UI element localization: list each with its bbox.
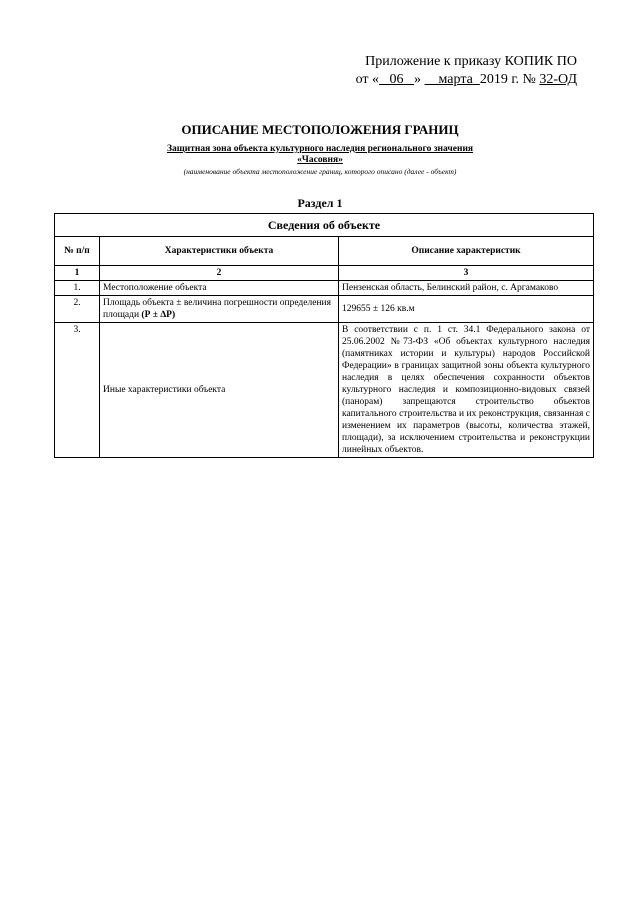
row-characteristic: Площадь объекта ± величина погрешности определения площади (Р ± ∆Р)	[100, 296, 339, 323]
table-row	[55, 323, 594, 458]
header-num: № п/п	[55, 237, 100, 266]
appendix-block	[356, 53, 577, 89]
row-num: 3.	[55, 323, 100, 458]
row-characteristic: Иные характеристики объекта	[100, 323, 339, 458]
table-caption-row	[55, 214, 594, 237]
order-number: 32-ОД	[539, 72, 577, 87]
object-info-table	[54, 213, 594, 458]
area-formula: (Р ± ∆Р)	[141, 310, 176, 320]
section-title: Раздел 1	[297, 196, 343, 210]
row-num: 2.	[55, 296, 100, 323]
table-header-row	[55, 237, 594, 266]
object-name-line1: Защитная зона объекта культурного наследия регионального значения	[166, 144, 474, 154]
appendix-line: Приложение к приказу КОПИК ПО	[365, 54, 577, 69]
header-description: Описание характеристик	[339, 237, 594, 266]
order-day: 06	[389, 72, 404, 87]
row-characteristic: Местоположение объекта	[100, 281, 339, 296]
table-row	[55, 296, 594, 323]
object-name	[0, 144, 640, 166]
row-description: Пензенская область, Белинский район, с. Аргамаково	[339, 281, 594, 296]
row-description: В соответствии с п. 1 ст. 34.1 Федерального закона от 25.06.2002 №73-ФЗ «Об объектах культурного наследия (памятниках истории и культуры) народов Российской Федерации» в границах защитной зоны объекта культурного наследия в целях обеспечения сохранности объектов культурного наследия и композиционно-видовых связей (панорам) запрещаются строительство объектов капитального строительства и их реконструкция, связанная с изменением их параметров (высоты, количества этажей, площади), за исключением строительства и реконструкции линейных объектов.	[339, 323, 594, 458]
object-name-note: (наименование объекта местоположение границ, которого описано (далее - объект)	[183, 167, 457, 176]
document-title: ОПИСАНИЕ МЕСТОПОЛОЖЕНИЯ ГРАНИЦ	[181, 122, 459, 137]
row-description: 129655 ± 126 кв.м	[339, 296, 594, 323]
table-caption: Сведения об объекте	[55, 214, 594, 237]
quote-close: »	[414, 72, 422, 87]
from-prefix: от «	[355, 72, 380, 87]
object-name-line2: «Часовня»	[297, 155, 343, 165]
order-month: марта	[438, 72, 473, 87]
col-number: 1	[55, 266, 100, 281]
row-num: 1.	[55, 281, 100, 296]
table-row	[55, 281, 594, 296]
order-date-line	[356, 71, 577, 89]
column-number-row	[55, 266, 594, 281]
header-characteristics: Характеристики объекта	[100, 237, 339, 266]
order-year: 2019 г. №	[479, 72, 536, 87]
col-number: 3	[339, 266, 594, 281]
col-number: 2	[100, 266, 339, 281]
